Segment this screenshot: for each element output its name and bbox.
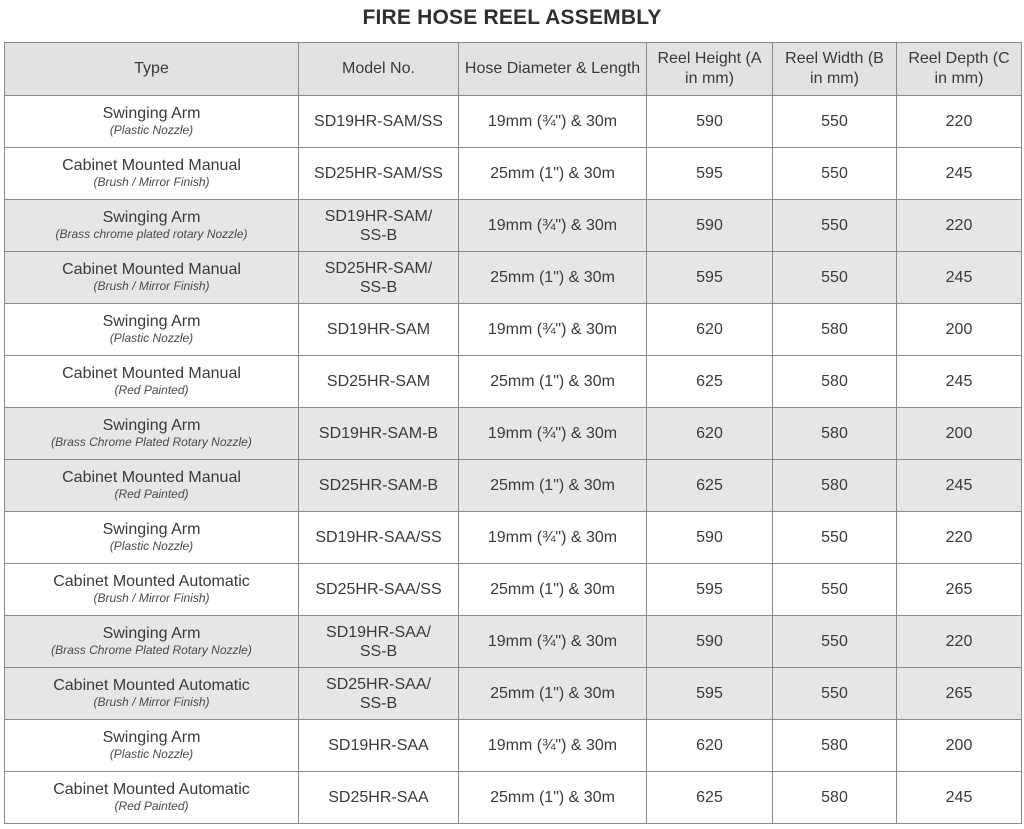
type-name: Swinging Arm — [102, 313, 201, 330]
model-cell: SD19HR-SAM/SS — [299, 96, 459, 148]
hose-cell: 25mm (1") & 30m — [459, 772, 647, 824]
type-name: Swinging Arm — [102, 625, 201, 642]
depth-cell: 265 — [897, 564, 1022, 616]
header-width: Reel Width (B in mm) — [773, 43, 897, 96]
depth-cell: 200 — [897, 408, 1022, 460]
height-cell: 625 — [647, 772, 773, 824]
model-cell: SD19HR-SAA — [299, 720, 459, 772]
table-row — [5, 356, 1022, 408]
model-cell: SD19HR-SAM/ SS-B — [299, 200, 459, 252]
model-cell: SD19HR-SAA/ SS-B — [299, 616, 459, 668]
width-cell: 550 — [773, 200, 897, 252]
table-row — [5, 304, 1022, 356]
width-cell: 550 — [773, 512, 897, 564]
type-name: Swinging Arm — [102, 729, 201, 746]
depth-cell: 220 — [897, 512, 1022, 564]
type-cell — [5, 512, 299, 564]
table-row — [5, 252, 1022, 304]
hose-cell: 25mm (1") & 30m — [459, 356, 647, 408]
header-height: Reel Height (A in mm) — [647, 43, 773, 96]
table-row — [5, 772, 1022, 824]
hose-cell: 25mm (1") & 30m — [459, 460, 647, 512]
table-body — [5, 96, 1022, 824]
width-cell: 550 — [773, 148, 897, 200]
height-cell: 590 — [647, 616, 773, 668]
depth-cell: 245 — [897, 460, 1022, 512]
table-row — [5, 200, 1022, 252]
width-cell: 580 — [773, 304, 897, 356]
height-cell: 590 — [647, 96, 773, 148]
table-row — [5, 96, 1022, 148]
width-cell: 550 — [773, 616, 897, 668]
type-note: (Brush / Mirror Finish) — [93, 591, 210, 605]
type-cell — [5, 304, 299, 356]
hose-cell: 25mm (1") & 30m — [459, 148, 647, 200]
type-note: (Brass Chrome Plated Rotary Nozzle) — [51, 435, 252, 449]
model-cell: SD25HR-SAA/SS — [299, 564, 459, 616]
type-note: (Brush / Mirror Finish) — [93, 175, 210, 189]
depth-cell: 265 — [897, 668, 1022, 720]
type-note: (Brush / Mirror Finish) — [93, 279, 210, 293]
width-cell: 580 — [773, 460, 897, 512]
header-hose: Hose Diameter & Length — [459, 43, 647, 96]
height-cell: 625 — [647, 460, 773, 512]
type-note: (Red Painted) — [114, 799, 189, 813]
table-row — [5, 408, 1022, 460]
type-cell — [5, 460, 299, 512]
width-cell: 550 — [773, 96, 897, 148]
hose-cell: 19mm (¾") & 30m — [459, 720, 647, 772]
type-cell — [5, 252, 299, 304]
type-cell — [5, 148, 299, 200]
table-row — [5, 512, 1022, 564]
type-name: Swinging Arm — [102, 105, 201, 122]
height-cell: 595 — [647, 668, 773, 720]
hose-cell: 19mm (¾") & 30m — [459, 304, 647, 356]
type-note: (Plastic Nozzle) — [109, 539, 194, 553]
type-name: Cabinet Mounted Automatic — [53, 781, 250, 798]
width-cell: 580 — [773, 408, 897, 460]
model-cell: SD19HR-SAA/SS — [299, 512, 459, 564]
width-cell: 550 — [773, 564, 897, 616]
hose-cell: 25mm (1") & 30m — [459, 252, 647, 304]
height-cell: 590 — [647, 200, 773, 252]
width-cell: 580 — [773, 720, 897, 772]
model-cell: SD25HR-SAM-B — [299, 460, 459, 512]
type-cell — [5, 772, 299, 824]
type-note: (Plastic Nozzle) — [109, 331, 194, 345]
type-name: Swinging Arm — [102, 417, 201, 434]
header-row — [5, 43, 1022, 96]
height-cell: 590 — [647, 512, 773, 564]
type-cell — [5, 408, 299, 460]
table-row — [5, 460, 1022, 512]
hose-cell: 19mm (¾") & 30m — [459, 512, 647, 564]
type-note: (Brush / Mirror Finish) — [93, 695, 210, 709]
type-cell — [5, 668, 299, 720]
table-row — [5, 148, 1022, 200]
type-name: Cabinet Mounted Manual — [62, 157, 241, 174]
table-row — [5, 720, 1022, 772]
spec-table — [4, 42, 1022, 824]
type-cell — [5, 564, 299, 616]
height-cell: 595 — [647, 252, 773, 304]
type-note: (Red Painted) — [114, 383, 189, 397]
type-name: Cabinet Mounted Manual — [62, 469, 241, 486]
model-cell: SD19HR-SAM — [299, 304, 459, 356]
depth-cell: 245 — [897, 772, 1022, 824]
type-name: Cabinet Mounted Manual — [62, 261, 241, 278]
hose-cell: 19mm (¾") & 30m — [459, 96, 647, 148]
depth-cell: 200 — [897, 720, 1022, 772]
width-cell: 580 — [773, 356, 897, 408]
width-cell: 580 — [773, 772, 897, 824]
model-cell: SD19HR-SAM-B — [299, 408, 459, 460]
type-cell — [5, 720, 299, 772]
height-cell: 620 — [647, 408, 773, 460]
type-note: (Red Painted) — [114, 487, 189, 501]
hose-cell: 19mm (¾") & 30m — [459, 616, 647, 668]
model-cell: SD25HR-SAM — [299, 356, 459, 408]
depth-cell: 200 — [897, 304, 1022, 356]
type-note: (Brass Chrome Plated Rotary Nozzle) — [51, 643, 252, 657]
table-row — [5, 616, 1022, 668]
type-note: (Brass chrome plated rotary Nozzle) — [55, 227, 248, 241]
width-cell: 550 — [773, 668, 897, 720]
type-cell — [5, 96, 299, 148]
width-cell: 550 — [773, 252, 897, 304]
depth-cell: 220 — [897, 616, 1022, 668]
type-name: Cabinet Mounted Manual — [62, 365, 241, 382]
type-name: Swinging Arm — [102, 209, 201, 226]
type-name: Swinging Arm — [102, 521, 201, 538]
type-cell — [5, 356, 299, 408]
depth-cell: 220 — [897, 96, 1022, 148]
depth-cell: 220 — [897, 200, 1022, 252]
depth-cell: 245 — [897, 252, 1022, 304]
model-cell: SD25HR-SAA/ SS-B — [299, 668, 459, 720]
height-cell: 625 — [647, 356, 773, 408]
hose-cell: 19mm (¾") & 30m — [459, 200, 647, 252]
height-cell: 595 — [647, 148, 773, 200]
hose-cell: 25mm (1") & 30m — [459, 668, 647, 720]
hose-cell: 25mm (1") & 30m — [459, 564, 647, 616]
type-note: (Plastic Nozzle) — [109, 747, 194, 761]
type-cell — [5, 616, 299, 668]
page-title: FIRE HOSE REEL ASSEMBLY — [362, 6, 662, 29]
depth-cell: 245 — [897, 148, 1022, 200]
model-cell: SD25HR-SAA — [299, 772, 459, 824]
header-depth: Reel Depth (C in mm) — [897, 43, 1022, 96]
hose-cell: 19mm (¾") & 30m — [459, 408, 647, 460]
model-cell: SD25HR-SAM/ SS-B — [299, 252, 459, 304]
header-model: Model No. — [299, 43, 459, 96]
header-type: Type — [5, 43, 299, 96]
model-cell: SD25HR-SAM/SS — [299, 148, 459, 200]
height-cell: 620 — [647, 304, 773, 356]
table-row — [5, 564, 1022, 616]
height-cell: 620 — [647, 720, 773, 772]
type-cell — [5, 200, 299, 252]
type-name: Cabinet Mounted Automatic — [53, 677, 250, 694]
type-name: Cabinet Mounted Automatic — [53, 573, 250, 590]
type-note: (Plastic Nozzle) — [109, 123, 194, 137]
table-row — [5, 668, 1022, 720]
depth-cell: 245 — [897, 356, 1022, 408]
height-cell: 595 — [647, 564, 773, 616]
